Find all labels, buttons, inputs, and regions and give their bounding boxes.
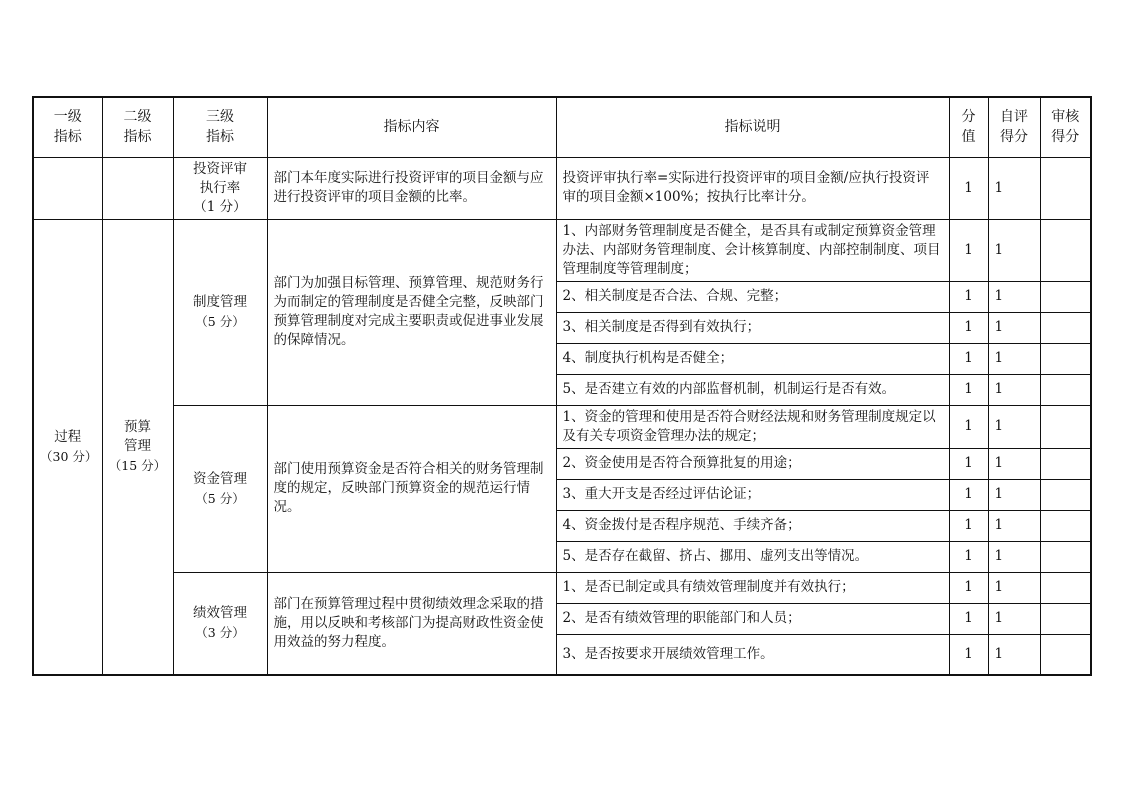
- cell-score: 1: [949, 405, 988, 448]
- cell-audit-score: [1040, 405, 1091, 448]
- cell-level3-system: 制度管理 （5 分）: [173, 219, 267, 405]
- cell-description: 2、相关制度是否合法、合规、完整；: [556, 281, 949, 312]
- cell-self-score: 1: [988, 634, 1040, 675]
- cell-self-score: 1: [988, 219, 1040, 281]
- cell-self-score: 1: [988, 312, 1040, 343]
- cell-description: 1、资金的管理和使用是否符合财经法规和财务管理制度规定以及有关专项资金管理办法的规定；: [556, 405, 949, 448]
- cell-audit-score: [1040, 312, 1091, 343]
- evaluation-table: [32, 96, 1092, 676]
- cell-audit-score: [1040, 510, 1091, 541]
- cell-audit-score: [1040, 634, 1091, 675]
- cell-audit-score: [1040, 448, 1091, 479]
- header-score: 分 值: [949, 97, 988, 157]
- cell-score: 1: [949, 157, 988, 219]
- cell-description: 2、资金使用是否符合预算批复的用途；: [556, 448, 949, 479]
- header-audit-score: 审核 得分: [1040, 97, 1091, 157]
- cell-description: 1、是否已制定或具有绩效管理制度并有效执行；: [556, 572, 949, 603]
- cell-level2-budget: 预算 管理 （15 分）: [102, 219, 173, 675]
- header-content: 指标内容: [267, 97, 556, 157]
- cell-content: 部门使用预算资金是否符合相关的财务管理制度的规定，反映部门预算资金的规范运行情况。: [267, 405, 556, 572]
- cell-audit-score: [1040, 479, 1091, 510]
- cell-description: 2、是否有绩效管理的职能部门和人员；: [556, 603, 949, 634]
- header-description: 指标说明: [556, 97, 949, 157]
- cell-audit-score: [1040, 603, 1091, 634]
- cell-self-score: 1: [988, 510, 1040, 541]
- cell-score: 1: [949, 343, 988, 374]
- cell-score: 1: [949, 312, 988, 343]
- cell-score: 1: [949, 603, 988, 634]
- cell-audit-score: [1040, 572, 1091, 603]
- cell-level3-performance: 绩效管理 （3 分）: [173, 572, 267, 675]
- header-level3: 三级 指标: [173, 97, 267, 157]
- table-row: [33, 219, 1091, 281]
- cell-content: 部门为加强目标管理、预算管理、规范财务行为而制定的管理制度是否健全完整，反映部门预算管理制度对完成主要职责或促进事业发展的保障情况。: [267, 219, 556, 405]
- cell-self-score: 1: [988, 448, 1040, 479]
- cell-description: 5、是否建立有效的内部监督机制，机制运行是否有效。: [556, 374, 949, 405]
- cell-description: 5、是否存在截留、挤占、挪用、虚列支出等情况。: [556, 541, 949, 572]
- cell-content: 部门本年度实际进行投资评审的项目金额与应进行投资评审的项目金额的比率。: [267, 157, 556, 219]
- cell-self-score: 1: [988, 374, 1040, 405]
- cell-self-score: 1: [988, 541, 1040, 572]
- table-row: [33, 572, 1091, 603]
- table-row: [33, 405, 1091, 448]
- cell-description: 4、资金拨付是否程序规范、手续齐备；: [556, 510, 949, 541]
- cell-description: 1、内部财务管理制度是否健全，是否具有或制定预算资金管理办法、内部财务管理制度、会计核算制度、内部控制制度、项目管理制度等管理制度；: [556, 219, 949, 281]
- cell-description: 3、重大开支是否经过评估论证；: [556, 479, 949, 510]
- cell-score: 1: [949, 448, 988, 479]
- header-row: [33, 97, 1091, 157]
- cell-score: 1: [949, 219, 988, 281]
- cell-audit-score: [1040, 157, 1091, 219]
- cell-self-score: 1: [988, 405, 1040, 448]
- table-row-invest-review: [33, 157, 1091, 219]
- cell-self-score: 1: [988, 479, 1040, 510]
- cell-level1-process: 过程 （30 分）: [33, 219, 102, 675]
- cell-score: 1: [949, 479, 988, 510]
- cell-level3-invest: 投资评审 执行率 （1 分）: [173, 157, 267, 219]
- cell-score: 1: [949, 281, 988, 312]
- cell-empty: [33, 157, 102, 219]
- cell-description: 4、制度执行机构是否健全；: [556, 343, 949, 374]
- cell-audit-score: [1040, 374, 1091, 405]
- header-self-score: 自评 得分: [988, 97, 1040, 157]
- cell-audit-score: [1040, 219, 1091, 281]
- cell-self-score: 1: [988, 157, 1040, 219]
- cell-score: 1: [949, 510, 988, 541]
- cell-description: 3、是否按要求开展绩效管理工作。: [556, 634, 949, 675]
- cell-self-score: 1: [988, 281, 1040, 312]
- cell-level3-funds: 资金管理 （5 分）: [173, 405, 267, 572]
- cell-empty: [102, 157, 173, 219]
- cell-score: 1: [949, 541, 988, 572]
- cell-description: 3、相关制度是否得到有效执行；: [556, 312, 949, 343]
- cell-audit-score: [1040, 343, 1091, 374]
- cell-content: 部门在预算管理过程中贯彻绩效理念采取的措施，用以反映和考核部门为提高财政性资金使用效益的努力程度。: [267, 572, 556, 675]
- cell-self-score: 1: [988, 603, 1040, 634]
- cell-score: 1: [949, 634, 988, 675]
- cell-score: 1: [949, 374, 988, 405]
- cell-self-score: 1: [988, 572, 1040, 603]
- cell-description: 投资评审执行率=实际进行投资评审的项目金额/应执行投资评审的项目金额×100%；按执行比率计分。: [556, 157, 949, 219]
- cell-score: 1: [949, 572, 988, 603]
- cell-self-score: 1: [988, 343, 1040, 374]
- header-level1: 一级 指标: [33, 97, 102, 157]
- header-level2: 二级 指标: [102, 97, 173, 157]
- cell-audit-score: [1040, 281, 1091, 312]
- cell-audit-score: [1040, 541, 1091, 572]
